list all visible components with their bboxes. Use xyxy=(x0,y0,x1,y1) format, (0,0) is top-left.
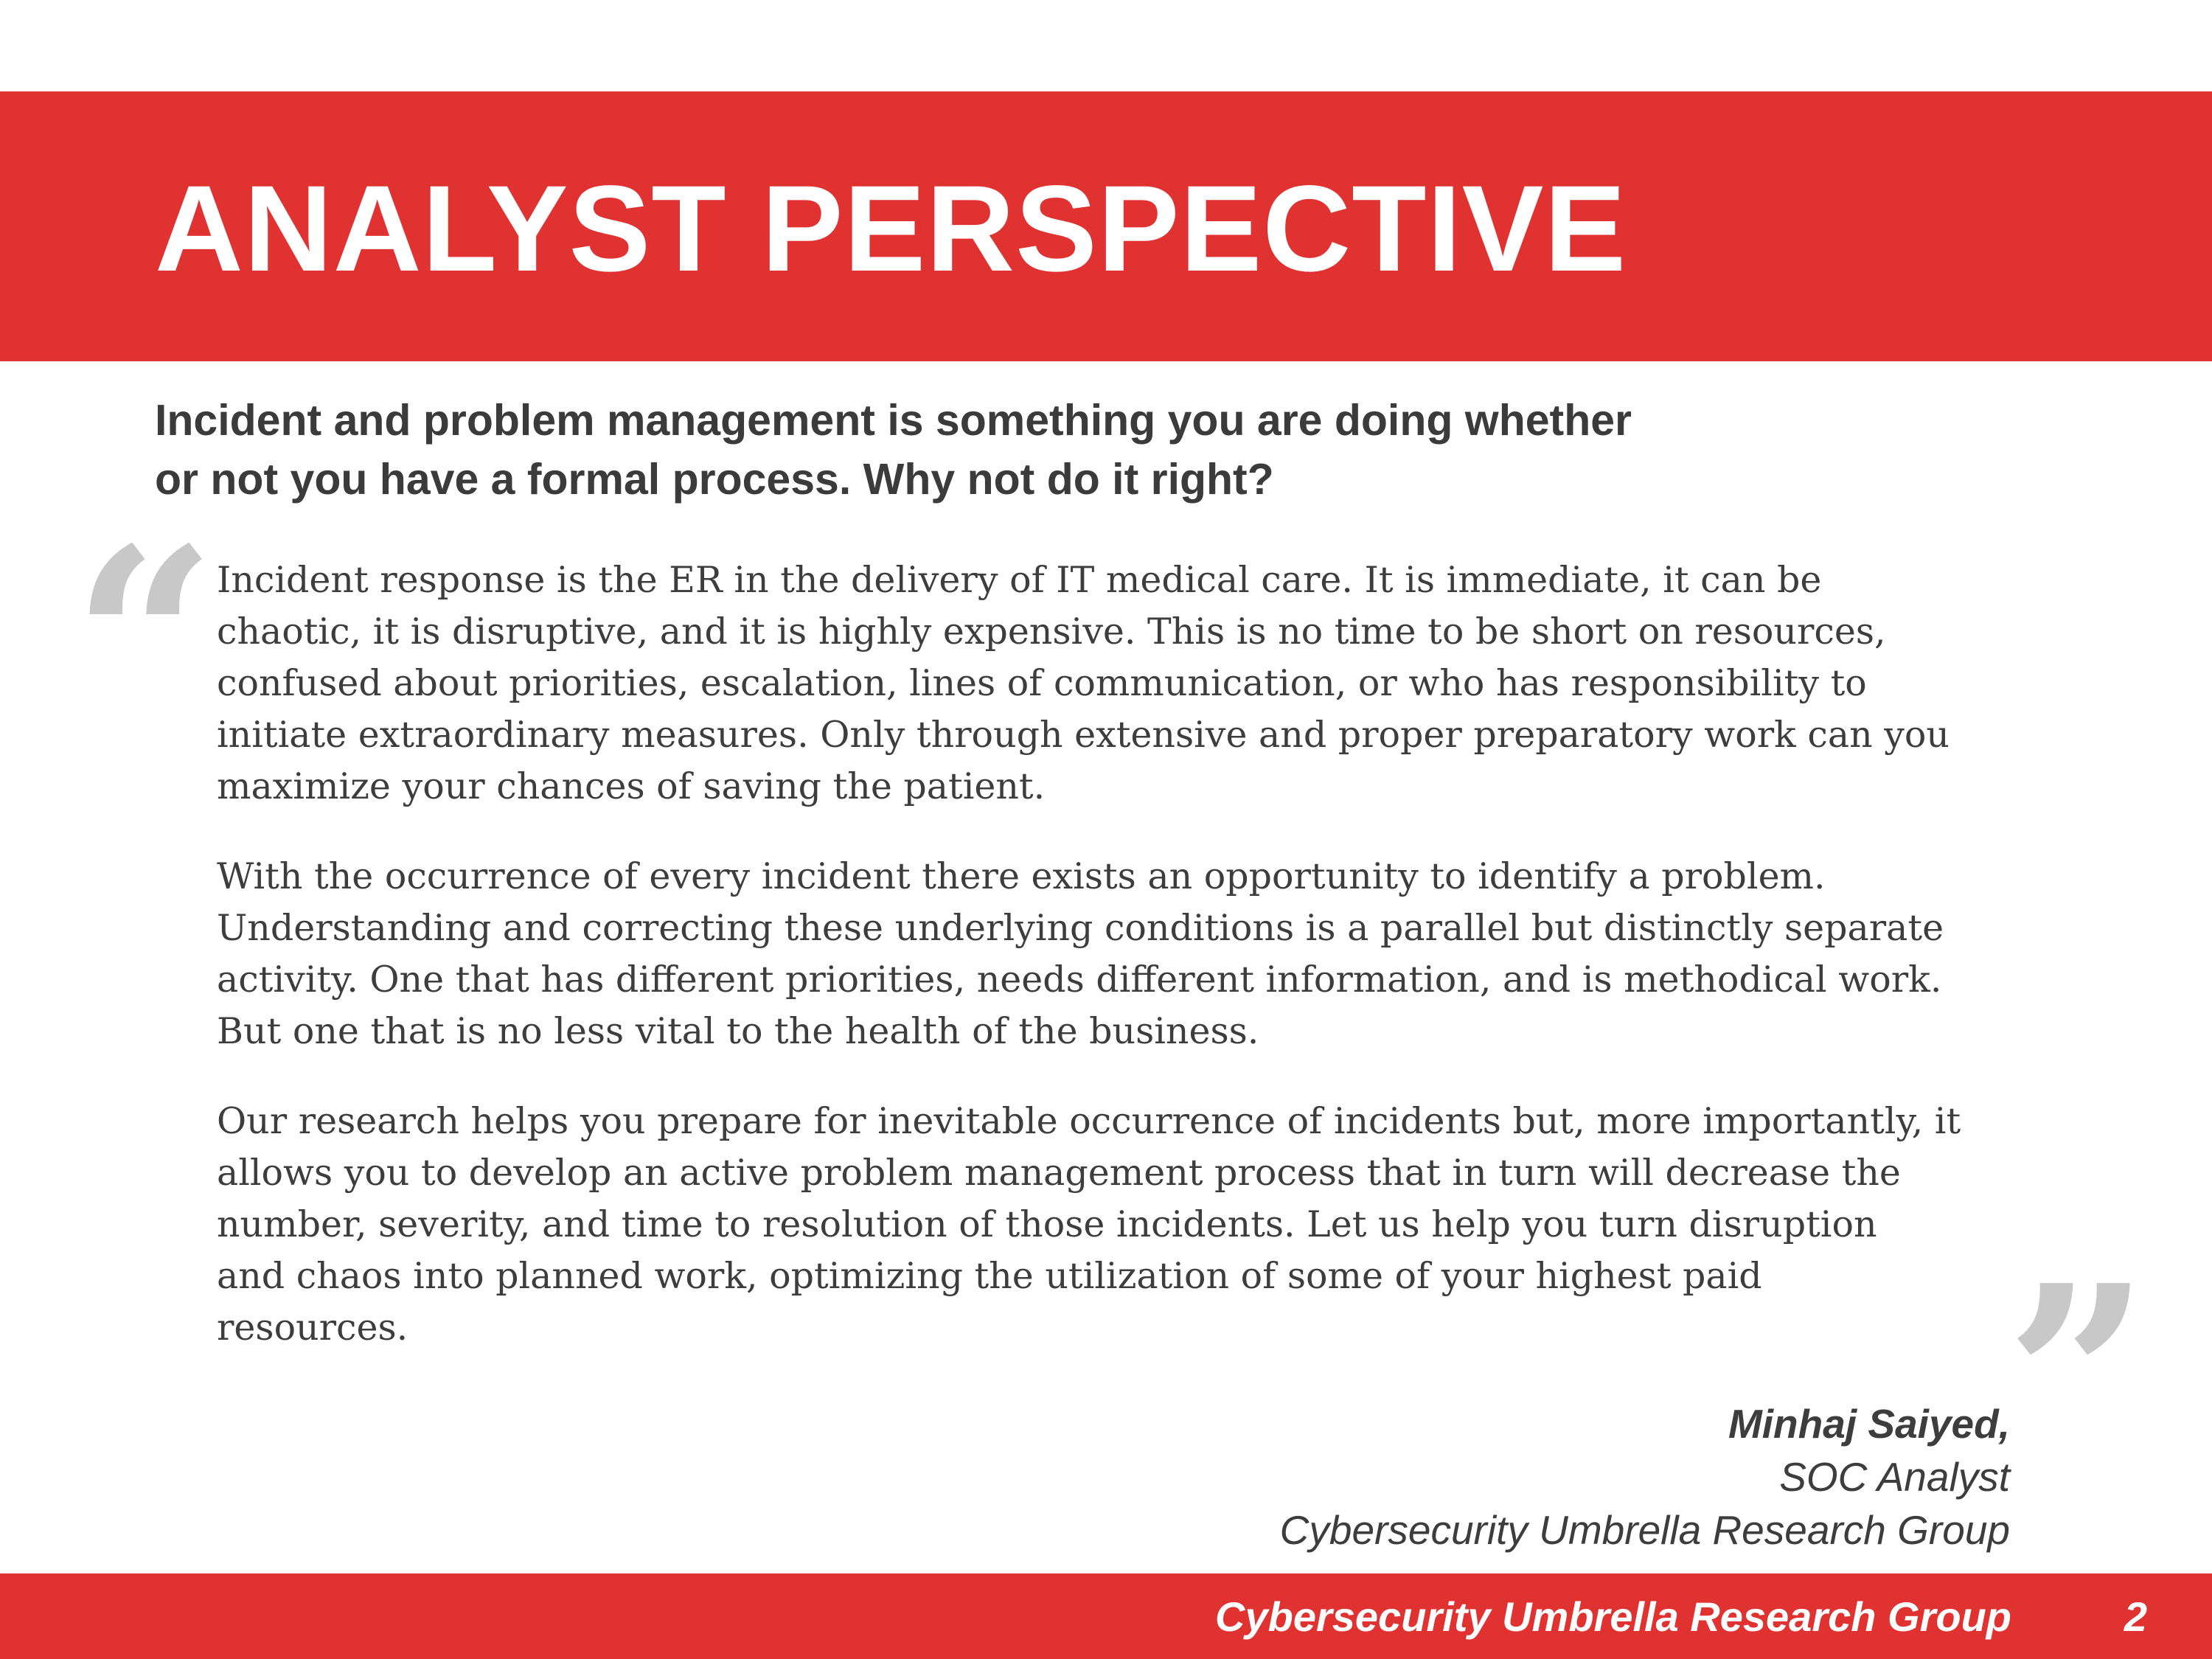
quote-line: Our research helps you prepare for inevitable occurrence of incidents but, more importantly, it xyxy=(217,1100,1961,1142)
quote-line: Incident response is the ER in the delivery of IT medical care. It is immediate, it can be xyxy=(217,559,1822,601)
quote-line: maximize your chances of saving the patient. xyxy=(217,765,1046,807)
page-number: 2 xyxy=(2124,1593,2147,1640)
quote-line: resources. xyxy=(217,1307,408,1349)
quote-paragraph xyxy=(217,554,2031,813)
subtitle-line: or not you have a formal process. Why not do it right? xyxy=(155,455,1274,504)
open-quote-icon: “ xyxy=(72,494,217,788)
quote-line: and chaos into planned work, optimizing the utilization of some of your highest paid xyxy=(217,1255,1762,1297)
quote-line: allows you to develop an active problem management process that in turn will decrease the xyxy=(217,1152,1901,1194)
subtitle xyxy=(155,391,1998,509)
quote-line: chaotic, it is disruptive, and it is highly expensive. This is no time to be short on resources, xyxy=(217,611,1886,653)
quote-line: confused about priorities, escalation, lines of communication, or who has responsibility to xyxy=(217,662,1867,704)
quote-line: number, severity, and time to resolution of those incidents. Let us help you turn disruption xyxy=(217,1203,1877,1245)
quote-paragraph xyxy=(217,1096,2031,1354)
quote-line: initiate extraordinary measures. Only through extensive and proper preparatory work can you xyxy=(217,714,1950,756)
footer-organization: Cybersecurity Umbrella Research Group xyxy=(1215,1593,2011,1640)
subtitle-line: Incident and problem management is something you are doing whether xyxy=(155,396,1632,445)
quote-line: But one that is no less vital to the health of the business. xyxy=(217,1010,1259,1052)
close-quote-icon: ” xyxy=(2006,1231,2150,1526)
quote-line: activity. One that has different priorities, needs different information, and is methodical work. xyxy=(217,959,1942,1001)
attribution xyxy=(1280,1397,2010,1557)
author-name: Minhaj Saiyed, xyxy=(1728,1401,2010,1447)
quote-line: With the occurrence of every incident there exists an opportunity to identify a problem. xyxy=(217,855,1826,897)
quote-line: Understanding and correcting these underlying conditions is a parallel but distinctly separate xyxy=(217,907,1944,949)
author-role: SOC Analyst xyxy=(1779,1454,2010,1500)
quote-body xyxy=(217,554,2031,1392)
page-title: ANALYST PERSPECTIVE xyxy=(155,161,1627,297)
author-organization: Cybersecurity Umbrella Research Group xyxy=(1279,1507,2010,1553)
quote-paragraph xyxy=(217,851,2031,1057)
